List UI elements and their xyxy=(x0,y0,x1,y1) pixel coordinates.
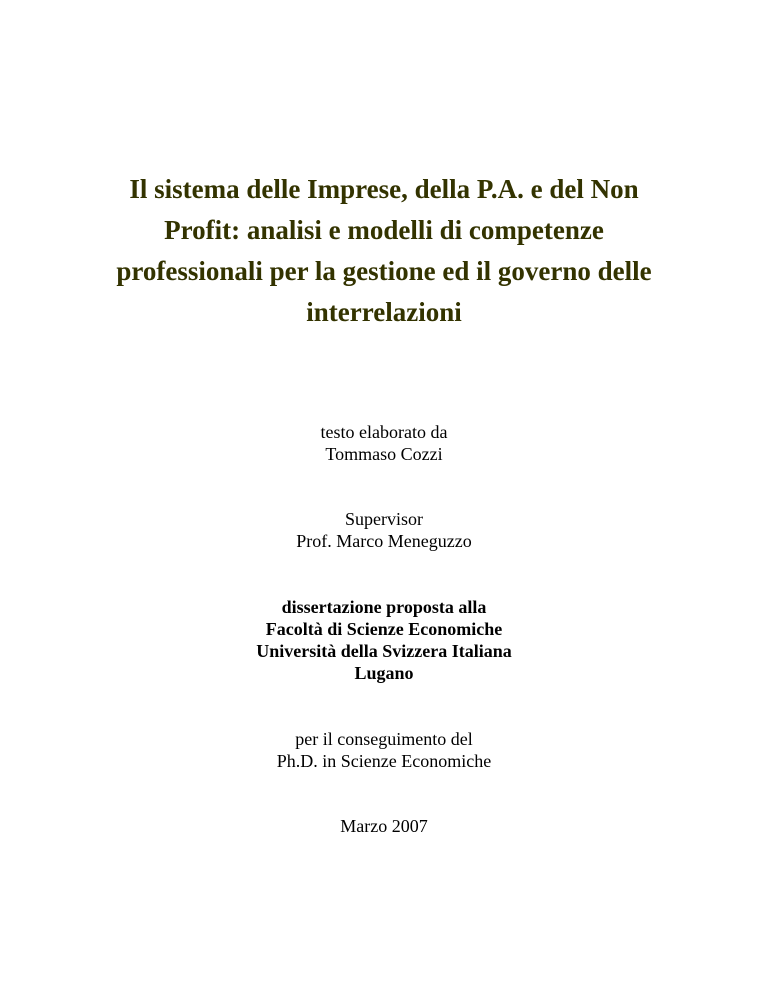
title-line-4: interrelazioni xyxy=(306,297,462,327)
dissertation-line-1: dissertazione proposta alla xyxy=(281,597,487,617)
author-block xyxy=(0,421,768,465)
title-line-3: professionali per la gestione ed il governo delle xyxy=(116,256,652,286)
date-block xyxy=(0,815,768,837)
title-line-2: Profit: analisi e modelli di competenze xyxy=(164,215,604,245)
degree-line-1: per il conseguimento del xyxy=(295,729,473,749)
title-line-1: Il sistema delle Imprese, della P.A. e del Non xyxy=(129,174,639,204)
faculty-name: Facoltà di Scienze Economiche xyxy=(265,619,503,639)
author-name: Tommaso Cozzi xyxy=(325,444,443,464)
document-title xyxy=(0,169,768,333)
dissertation-block xyxy=(0,596,768,684)
author-label: testo elaborato da xyxy=(320,422,448,442)
supervisor-name: Prof. Marco Meneguzzo xyxy=(296,531,472,551)
submission-date: Marzo 2007 xyxy=(340,816,428,836)
degree-block xyxy=(0,728,768,772)
university-name: Università della Svizzera Italiana xyxy=(256,641,512,661)
supervisor-label: Supervisor xyxy=(345,509,423,529)
supervisor-block xyxy=(0,508,768,552)
degree-line-2: Ph.D. in Scienze Economiche xyxy=(276,751,492,771)
city-name: Lugano xyxy=(354,663,414,683)
